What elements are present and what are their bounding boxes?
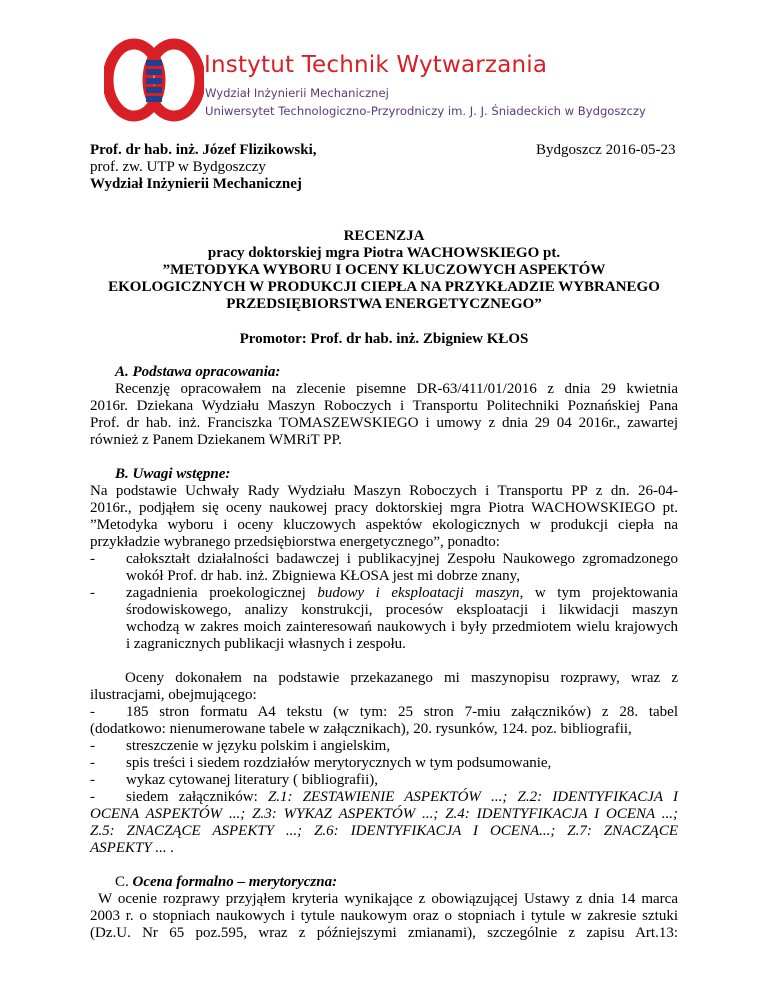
bullet-line: całokształt działalności badawczej i publikacyjnej Zespołu Naukowego zgromadzonego [126,551,678,567]
thesis-title-line3: PRZEDSIĘBIORSTWA ENERGETYCZNEGO” [226,296,542,312]
list-item: 185 stron formatu A4 tekstu (w tym: 25 stron 7-miu załączników) z 28. tabel [126,704,678,720]
section-c-line: (Dz.U. Nr 65 poz.595, wraz z późniejszymi zmianami), szczególnie z zapisu Art.13: [90,925,678,941]
section-b-line: Na podstawie Uchwały Rady Wydziału Maszyn Roboczych i Transportu PP z dn. 26-04- [90,483,678,499]
list-item: wykaz cytowanej literatury ( bibliografii), [126,772,378,788]
list-item: spis treści i siedem rozdziałów merytorycznych w tym podsumowanie, [126,755,552,771]
section-a-line: Prof. dr hab. inż. Franciszka TOMASZEWSKIEGO i umowy z dnia 29 04 2016r., zawartej [90,415,678,431]
review-title: RECENZJA [343,228,425,244]
section-a-heading: A. Podstawa opracowania: [115,364,281,380]
review-subtitle: pracy doktorskiej mgra Piotra WACHOWSKIEGO pt. [207,245,561,261]
attachment-line: ASPEKTY ... . [90,840,175,856]
paragraph-line: Oceny dokonałem na podstawie przekazanego mi maszynopisu rozprawy, wraz z [125,670,678,686]
institute-name: Instytut Technik Wytwarzania [204,52,548,78]
attachment-line: Z.5: ZNACZĄCE ASPEKTY ...; Z.6: IDENTYFIKACJA I OCENA...; Z.7: ZNACZĄCE [90,823,678,839]
list-dash: - [90,755,95,771]
section-c-line: 2003 r. o stopniach naukowych i tytule naukowym oraz o stopniach i tytule w zakresie sztuki [90,908,678,924]
bullet-dash: - [90,551,95,567]
section-b-line: przykładzie wybranego przedsiębiorstwa energetycznego”, ponadto: [90,534,500,550]
list-dash: - [90,738,95,754]
university-name: Uniwersytet Technologiczno-Przyrodniczy im. J. J. Śniadeckich w Bydgoszczy [205,104,646,118]
list-dash: - [90,704,95,720]
bullet-line: wchodzą w zakres moich zainteresowań naukowych i były przedmiotem wielu krajowych [126,619,678,635]
section-c-heading: C. Ocena formalno – merytoryczna: [115,874,338,890]
section-c-line: W ocenie rozprawy przyjąłem kryteria wynikające z obowiązującej Ustawy z dnia 14 marca [98,891,678,907]
section-b-line: 2016r., podjąłem się oceny naukowej pracy doktorskiej mgra Piotra WACHOWSKIEGO pt. [90,500,678,516]
thesis-title-line1: ”METODYKA WYBORU I OCENY KLUCZOWYCH ASPEKTÓW [162,262,606,278]
list-dash: - [90,772,95,788]
institute-logo [104,38,204,122]
bullet-line: zagadnienia proekologicznej budowy i eksploatacji maszyn, w tym projektowania [126,585,678,601]
list-item: streszczenie w języku polskim i angielskim, [126,738,391,754]
promotor: Promotor: Prof. dr hab. inż. Zbigniew KŁOS [239,331,529,347]
faculty-name: Wydział Inżynierii Mechanicznej [205,86,389,100]
bullet-dash: - [90,585,95,601]
list-item: (dodatkowo: nienumerowane tabele w załącznikach), 20. rysunków, 124. poz. bibliografii, [90,721,632,737]
thesis-title-line2: EKOLOGICZNYCH W PRODUKCJI CIEPŁA NA PRZYKŁADZIE WYBRANEGO [108,279,660,295]
section-a-line: Recenzję opracowałem na zlecenie pisemne DR-63/411/01/2016 z dnia 29 kwietnia [115,381,678,397]
section-a-line: 2016r. Dziekana Wydziału Maszyn Roboczych i Transportu Politechniki Poznańskiej Pana [90,398,678,414]
list-dash: - [90,789,95,805]
place-date: Bydgoszcz 2016-05-23 [536,142,676,158]
section-b-line: ”Metodyka wyboru i oceny kluczowych aspektów ekologicznych w produkcji ciepła na [90,517,678,533]
bullet-line: i zagranicznych publikacji własnych i zespołu. [126,636,406,652]
bullet-line: środowiskowego, analizy konstrukcji, procesów eksploatacji i likwidacji maszyn [126,602,678,618]
paragraph-line: ilustracjami, obejmującego: [90,687,257,703]
bullet-line: wokół Prof. dr hab. inż. Zbigniewa KŁOSA jest mi dobrze znany, [126,568,520,584]
section-b-heading: B. Uwagi wstępne: [115,466,231,482]
author-name: Prof. dr hab. inż. Józef Flizikowski, [90,142,317,158]
attachment-line: OCENA ASPEKTÓW ...; Z.3: WYKAZ ASPEKTÓW ...; Z.4: IDENTYFIKACJA I OCENA ...; [90,806,678,822]
section-a-line: również z Panem Dziekanem WMRiT PP. [90,432,342,448]
author-position: prof. zw. UTP w Bydgoszczy [90,159,266,175]
author-faculty: Wydział Inżynierii Mechanicznej [90,176,302,192]
list-item: siedem załączników: Z.1: ZESTAWIENIE ASPEKTÓW ...; Z.2: IDENTYFIKACJA I [126,789,678,805]
